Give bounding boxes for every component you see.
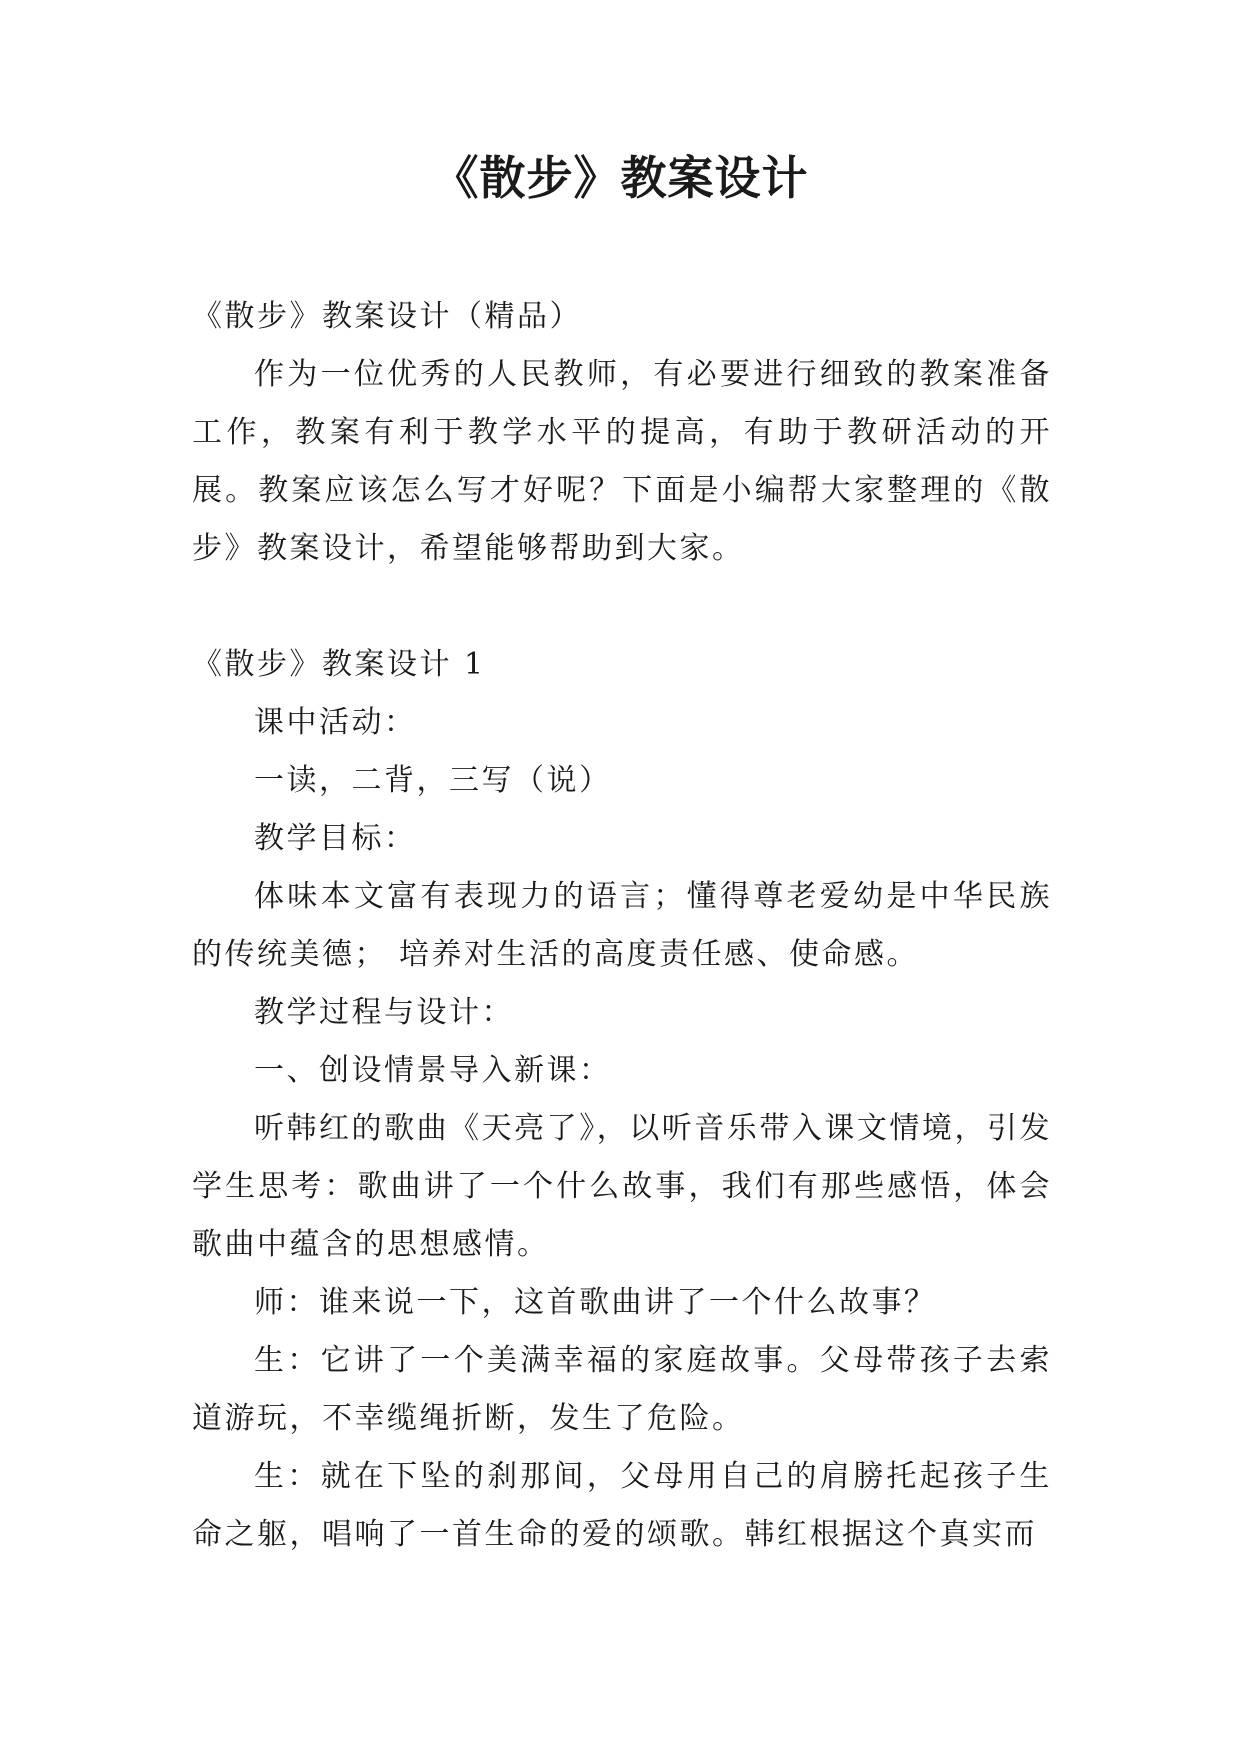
paragraph: 一读，二背，三写（说） [254,763,612,798]
paragraph: 师：谁来说一下，这首歌曲讲了一个什么故事？ [254,1285,937,1320]
paragraph: 一、创设情景导入新课： [254,1053,612,1088]
document-title: 《散步》教案设计 [432,151,809,205]
paragraph: 教学过程与设计： [254,995,514,1030]
document-body [192,288,1052,1564]
paragraph: 课中活动： [254,705,417,740]
intro-paragraph: 作为一位优秀的人民教师，有必要进行细致的教案准备工作，教案有利于教学水平的提高，有助于教研活动的开展。教案应该怎么写才好呢？下面是小编帮大家整理的《散步》教案设计，希望能够帮助到大家。 [192,357,1052,566]
paragraph: 体味本文富有表现力的语言；懂得尊老爱幼是中华民族的传统美德； 培养对生活的高度责任感、使命感。 [192,879,1052,972]
document-subtitle: 《散步》教案设计（精品） [192,299,582,334]
paragraph: 生：就在下坠的刹那间，父母用自己的肩膀托起孩子生命之躯，唱响了一首生命的爱的颂歌。韩红根据这个真实而 [192,1459,1052,1552]
paragraph-gap [192,578,1052,636]
paragraph: 听韩红的歌曲《天亮了》，以听音乐带入课文情境，引发学生思考：歌曲讲了一个什么故事，我们有那些感悟，体会歌曲中蕴含的思想感情。 [192,1111,1052,1262]
paragraph: 生：它讲了一个美满幸福的家庭故事。父母带孩子去索道游玩，不幸缆绳折断，发生了危险。 [192,1343,1052,1436]
paragraph: 教学目标： [254,821,417,856]
section-heading: 《散步》教案设计 1 [192,647,486,682]
